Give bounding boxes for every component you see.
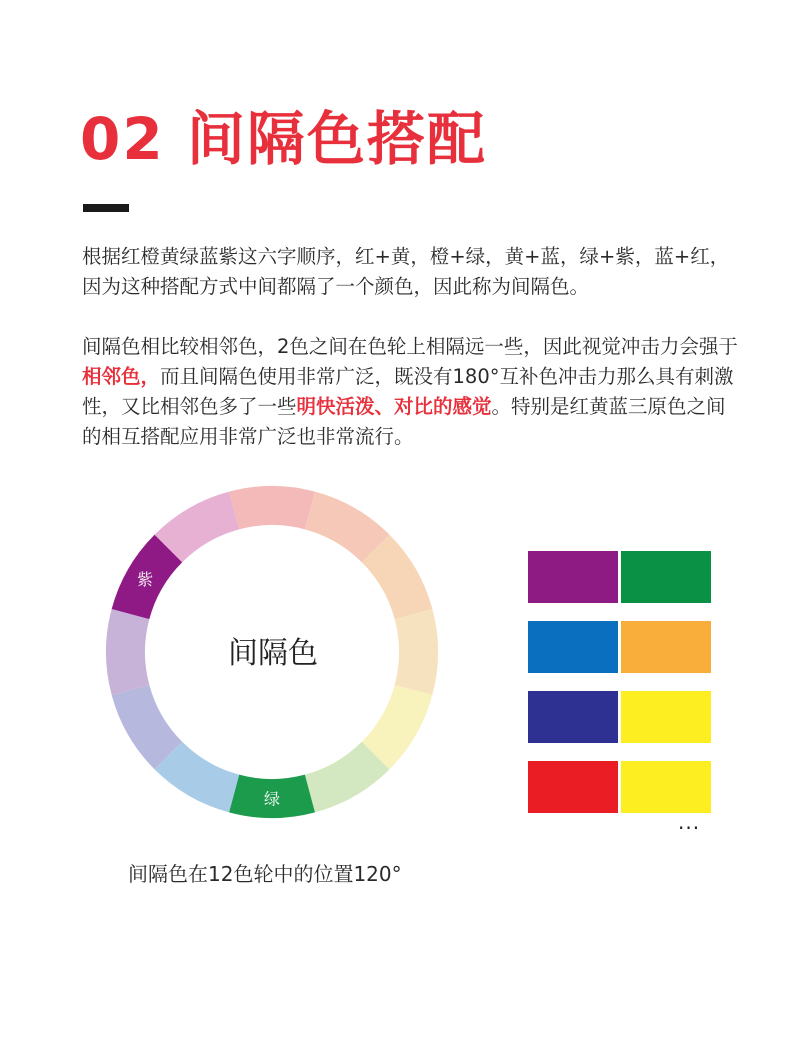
color-swatch: [528, 691, 618, 743]
wheel-segment: [229, 486, 315, 529]
color-swatch: [528, 621, 618, 673]
color-swatch: [528, 551, 618, 603]
page-title: 02 间隔色搭配: [80, 105, 487, 173]
more-indicator: ...: [678, 810, 701, 834]
wheel-segment: [106, 609, 149, 695]
intro-paragraph-2: [82, 332, 742, 452]
wheel-caption: 间隔色在12色轮中的位置120°: [128, 862, 402, 886]
color-swatch: [621, 621, 711, 673]
color-wheel: [100, 483, 450, 833]
wheel-center-label: 间隔色: [228, 636, 318, 671]
color-swatch: [528, 761, 618, 813]
wheel-segment-label: 绿: [263, 789, 281, 809]
color-swatch: [621, 761, 711, 813]
title-underline: [83, 204, 129, 212]
paragraph-2-text-1: 间隔色相比较相邻色，2色之间在色轮上相隔远一些，因此视觉冲击力会强于: [82, 335, 738, 358]
wheel-segment: [395, 609, 438, 695]
highlight-adjacent: 相邻色，: [82, 365, 161, 388]
paragraph-2-text-2: 而且间隔色使用非常广泛，既没有180°互补色冲击力那么具有刺激性，又比相邻色多了一些: [82, 365, 734, 418]
highlight-contrast: 明快活泼、对比的感觉: [296, 395, 492, 418]
color-swatch: [621, 691, 711, 743]
paragraph-2-text-3: 。特别是红黄蓝三原色之间的相互搭配应用非常广泛也非常流行。: [82, 395, 726, 448]
color-swatch: [621, 551, 711, 603]
intro-paragraph-1: 根据红橙黄绿蓝紫这六字顺序，红+黄，橙+绿，黄+蓝，绿+紫，蓝+红，因为这种搭配方式中间都隔了一个颜色，因此称为间隔色。: [82, 245, 730, 298]
wheel-segment-label: 紫: [137, 569, 154, 589]
